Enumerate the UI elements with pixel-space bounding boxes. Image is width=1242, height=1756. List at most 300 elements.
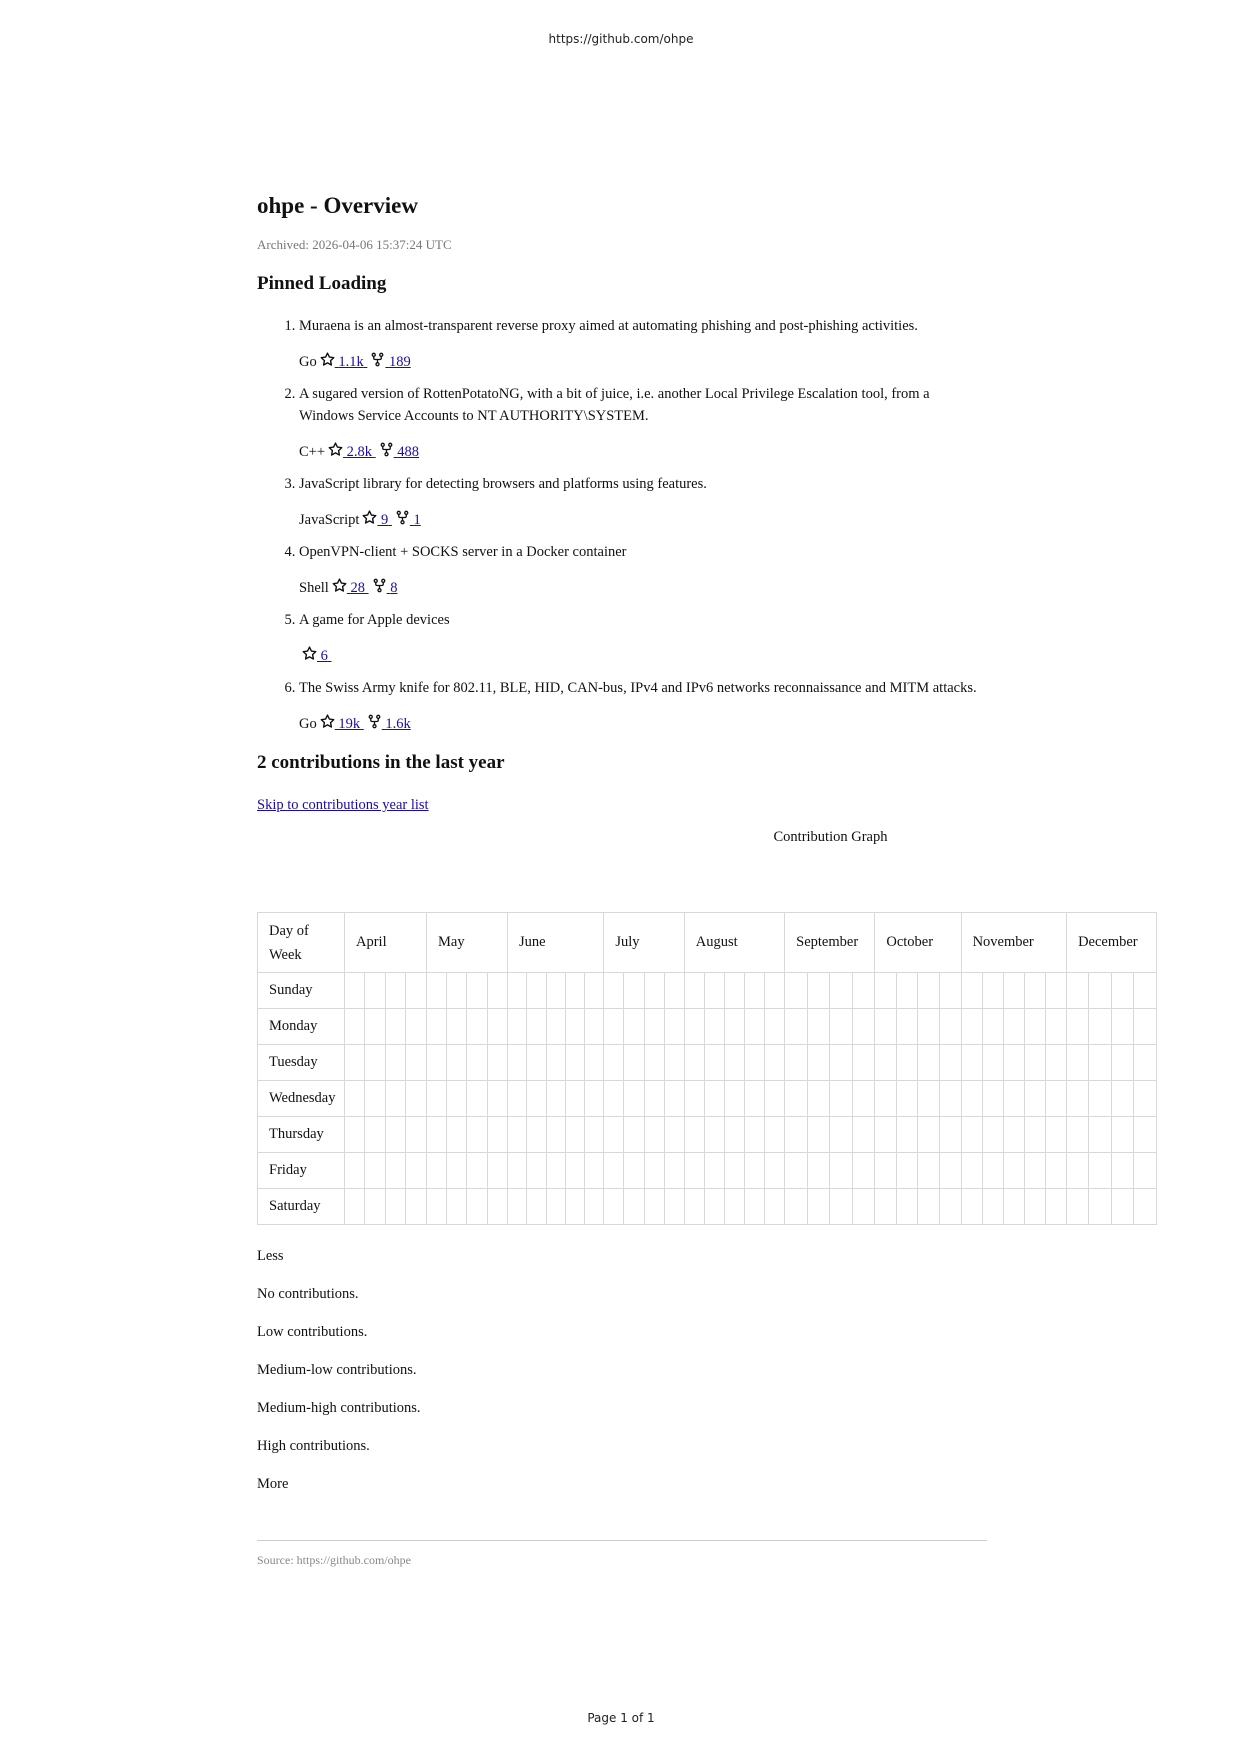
contribution-day-cell: [664, 1189, 684, 1225]
contribution-day-cell: [546, 1045, 565, 1081]
page-url-header: https://github.com/ohpe: [548, 32, 694, 46]
day-label: Saturday: [258, 1189, 345, 1225]
contribution-day-cell: [664, 1081, 684, 1117]
contribution-day-cell: [940, 1189, 962, 1225]
contribution-day-cell: [585, 1009, 604, 1045]
contribution-day-cell: [982, 1153, 1003, 1189]
contribution-day-cell: [807, 973, 830, 1009]
contribution-day-cell: [527, 1081, 546, 1117]
contribution-day-cell: [1067, 1045, 1089, 1081]
contribution-day-cell: [507, 1045, 526, 1081]
contribution-day-cell: [807, 1153, 830, 1189]
month-header: May: [427, 913, 508, 973]
contribution-day-cell: [447, 1117, 467, 1153]
pinned-repo-item: [299, 609, 987, 667]
contribution-day-cell: [507, 1153, 526, 1189]
contribution-day-cell: [507, 973, 526, 1009]
contribution-day-cell: [785, 1153, 808, 1189]
contribution-day-cell: [724, 1117, 744, 1153]
contribution-day-cell: [487, 1189, 507, 1225]
star-icon: [320, 352, 335, 367]
contribution-day-cell: [982, 1045, 1003, 1081]
contribution-day-cell: [684, 1045, 704, 1081]
contribution-day-cell: [807, 1117, 830, 1153]
contribution-day-cell: [744, 1189, 764, 1225]
contribution-day-cell: [565, 973, 584, 1009]
contribution-day-cell: [447, 1009, 467, 1045]
contribution-day-cell: [664, 973, 684, 1009]
day-row: [258, 1045, 1157, 1081]
contribution-day-cell: [565, 1153, 584, 1189]
legend-level: No contributions.: [257, 1286, 359, 1302]
contribution-day-cell: [785, 1045, 808, 1081]
contribution-day-cell: [1134, 1117, 1157, 1153]
contribution-day-cell: [918, 1117, 940, 1153]
contribution-day-cell: [1111, 1117, 1133, 1153]
contribution-day-cell: [918, 1009, 940, 1045]
contribution-day-cell: [585, 973, 604, 1009]
contribution-day-cell: [427, 1081, 447, 1117]
repo-stars-link[interactable]: [343, 444, 376, 460]
contribution-day-cell: [744, 1153, 764, 1189]
repo-forks-count: 1: [413, 512, 421, 528]
contribution-day-cell: [1067, 1117, 1089, 1153]
contribution-day-cell: [467, 1045, 487, 1081]
repo-stars-count: 9: [381, 512, 389, 528]
contribution-day-cell: [385, 1009, 406, 1045]
fork-icon: [372, 578, 387, 593]
contribution-day-cell: [624, 1117, 644, 1153]
contribution-day-cell: [427, 1189, 447, 1225]
contribution-day-cell: [385, 1189, 406, 1225]
contribution-graph-table: [257, 912, 1157, 1225]
contribution-day-cell: [1111, 1045, 1133, 1081]
pinned-repo-item: [299, 383, 987, 463]
day-row: [258, 973, 1157, 1009]
contribution-day-cell: [807, 1189, 830, 1225]
contribution-day-cell: [624, 1081, 644, 1117]
contribution-day-cell: [724, 973, 744, 1009]
contribution-day-cell: [807, 1009, 830, 1045]
contribution-day-cell: [1045, 1153, 1066, 1189]
day-label: Thursday: [258, 1117, 345, 1153]
contribution-day-cell: [1003, 1153, 1024, 1189]
contribution-day-cell: [684, 973, 704, 1009]
footer-divider: [257, 1540, 987, 1541]
contribution-day-cell: [744, 1081, 764, 1117]
pinned-heading: Pinned Loading: [257, 273, 387, 294]
star-icon: [302, 646, 317, 661]
contribution-day-cell: [1089, 973, 1111, 1009]
contribution-day-cell: [918, 1153, 940, 1189]
repo-language: JavaScript: [299, 512, 360, 528]
contribution-day-cell: [1067, 1153, 1089, 1189]
contribution-day-cell: [940, 973, 962, 1009]
contribution-day-cell: [1045, 1081, 1066, 1117]
contribution-day-cell: [1089, 1081, 1111, 1117]
star-icon: [332, 578, 347, 593]
contribution-day-cell: [940, 1045, 962, 1081]
contribution-day-cell: [427, 1009, 447, 1045]
contribution-day-cell: [1134, 973, 1157, 1009]
contribution-day-cell: [1003, 1081, 1024, 1117]
repo-language: Go: [299, 716, 317, 732]
contribution-day-cell: [585, 1045, 604, 1081]
legend-level: Medium-low contributions.: [257, 1362, 417, 1378]
legend-level: Medium-high contributions.: [257, 1400, 421, 1416]
repo-forks-link[interactable]: [410, 512, 421, 528]
repo-stars-count: 1.1k: [338, 354, 364, 370]
page-number: Page 1 of 1: [587, 1711, 655, 1725]
repo-stars-count: 6: [320, 648, 328, 664]
contribution-day-cell: [1045, 1045, 1066, 1081]
contribution-day-cell: [427, 973, 447, 1009]
contribution-day-cell: [365, 973, 386, 1009]
contribution-day-cell: [852, 1117, 875, 1153]
day-label: Sunday: [258, 973, 345, 1009]
contribution-day-cell: [724, 1045, 744, 1081]
contribution-day-cell: [875, 1081, 897, 1117]
source-line: Source: https://github.com/ohpe: [257, 1553, 411, 1567]
contribution-day-cell: [1024, 1189, 1045, 1225]
contribution-day-cell: [585, 1117, 604, 1153]
contribution-day-cell: [487, 973, 507, 1009]
month-header: September: [785, 913, 875, 973]
main-content: [257, 190, 987, 846]
contribution-day-cell: [875, 1117, 897, 1153]
contribution-day-cell: [982, 973, 1003, 1009]
contribution-day-cell: [830, 1153, 853, 1189]
contribution-day-cell: [875, 1153, 897, 1189]
contribution-day-cell: [684, 1009, 704, 1045]
contribution-day-cell: [344, 1045, 365, 1081]
contribution-day-cell: [644, 973, 664, 1009]
contribution-day-cell: [467, 973, 487, 1009]
repo-stars-count: 28: [350, 580, 365, 596]
contribution-day-cell: [527, 1153, 546, 1189]
contribution-day-cell: [765, 1117, 785, 1153]
contribution-day-cell: [918, 973, 940, 1009]
contribution-day-cell: [344, 973, 365, 1009]
star-icon: [328, 442, 343, 457]
repo-language: Shell: [299, 580, 329, 596]
contribution-day-cell: [982, 1081, 1003, 1117]
contribution-day-cell: [624, 1153, 644, 1189]
day-label: Friday: [258, 1153, 345, 1189]
contribution-day-cell: [765, 1081, 785, 1117]
contribution-day-cell: [344, 1189, 365, 1225]
contribution-day-cell: [1045, 1189, 1066, 1225]
contribution-day-cell: [467, 1189, 487, 1225]
contribution-day-cell: [830, 1189, 853, 1225]
contribution-day-cell: [365, 1189, 386, 1225]
contribution-day-cell: [624, 973, 644, 1009]
contribution-day-cell: [546, 1153, 565, 1189]
contribution-day-cell: [875, 1189, 897, 1225]
contribution-day-cell: [487, 1153, 507, 1189]
month-header: November: [961, 913, 1067, 973]
pinned-repo-item: [299, 315, 987, 373]
contribution-day-cell: [447, 1081, 467, 1117]
contribution-day-cell: [807, 1045, 830, 1081]
fork-icon: [379, 442, 394, 457]
contribution-day-cell: [406, 1045, 427, 1081]
contribution-day-cell: [684, 1189, 704, 1225]
legend-level: Low contributions.: [257, 1324, 368, 1340]
repo-description: 5. A game for Apple devices: [299, 612, 450, 628]
contribution-day-cell: [982, 1117, 1003, 1153]
repo-stars-link[interactable]: [335, 716, 364, 732]
contribution-day-cell: [1045, 973, 1066, 1009]
contribution-day-cell: [785, 1189, 808, 1225]
contribution-day-cell: [385, 1081, 406, 1117]
contribution-day-cell: [644, 1189, 664, 1225]
contribution-day-cell: [487, 1117, 507, 1153]
contribution-day-cell: [644, 1081, 664, 1117]
contribution-day-cell: [896, 1153, 918, 1189]
contribution-day-cell: [940, 1081, 962, 1117]
contribution-day-cell: [1045, 1117, 1066, 1153]
legend-less: Less: [257, 1248, 284, 1264]
month-header: June: [507, 913, 603, 973]
contribution-day-cell: [807, 1081, 830, 1117]
contribution-day-cell: [1003, 1117, 1024, 1153]
contribution-day-cell: [406, 1081, 427, 1117]
star-icon: [362, 510, 377, 525]
pinned-repo-list: [257, 315, 987, 735]
day-label: Wednesday: [258, 1081, 345, 1117]
repo-description: 2. A sugared version of RottenPotatoNG, with a bit of juice, i.e. another Local Privilege Escalation tool, from a Windows Service Accounts to NT AUTHORITY\SYSTEM.: [299, 386, 930, 424]
contribution-day-cell: [664, 1153, 684, 1189]
contribution-day-cell: [365, 1153, 386, 1189]
contribution-day-cell: [447, 1189, 467, 1225]
contribution-day-cell: [624, 1009, 644, 1045]
pinned-repo-item: [299, 677, 987, 735]
contribution-day-cell: [565, 1045, 584, 1081]
repo-forks-link[interactable]: [387, 580, 398, 596]
contribution-day-cell: [896, 1009, 918, 1045]
contribution-day-cell: [385, 1153, 406, 1189]
contribution-day-cell: [604, 1045, 624, 1081]
fork-icon: [367, 714, 382, 729]
contribution-day-cell: [585, 1081, 604, 1117]
contribution-day-cell: [704, 1117, 724, 1153]
contribution-day-cell: [546, 1081, 565, 1117]
day-label: Tuesday: [258, 1045, 345, 1081]
contribution-day-cell: [1134, 1081, 1157, 1117]
contribution-day-cell: [644, 1153, 664, 1189]
skip-to-year-list-link[interactable]: Skip to contributions year list: [257, 797, 429, 813]
contribution-day-cell: [406, 1117, 427, 1153]
repo-stars-count: 19k: [338, 716, 361, 732]
contribution-day-cell: [852, 1009, 875, 1045]
contribution-day-cell: [704, 1081, 724, 1117]
contribution-day-cell: [344, 1117, 365, 1153]
contribution-day-cell: [487, 1081, 507, 1117]
day-row: [258, 1117, 1157, 1153]
contribution-day-cell: [365, 1117, 386, 1153]
pinned-repo-item: [299, 541, 987, 599]
contribution-day-cell: [852, 1153, 875, 1189]
contribution-day-cell: [875, 1009, 897, 1045]
contribution-day-cell: [585, 1153, 604, 1189]
repo-forks-link[interactable]: [382, 716, 411, 732]
contribution-day-cell: [1089, 1153, 1111, 1189]
contribution-day-cell: [961, 1117, 982, 1153]
contribution-day-cell: [604, 1009, 624, 1045]
contribution-day-cell: [875, 973, 897, 1009]
contribution-day-cell: [507, 1189, 526, 1225]
contribution-day-cell: [1089, 1117, 1111, 1153]
contribution-day-cell: [1089, 1009, 1111, 1045]
contribution-day-cell: [507, 1081, 526, 1117]
contribution-day-cell: [1003, 1045, 1024, 1081]
legend-more: More: [257, 1476, 289, 1492]
contribution-day-cell: [427, 1153, 447, 1189]
contribution-day-cell: [467, 1009, 487, 1045]
contribution-day-cell: [447, 973, 467, 1009]
contribution-day-cell: [852, 973, 875, 1009]
day-row: [258, 1153, 1157, 1189]
repo-meta: [299, 509, 987, 531]
contribution-day-cell: [961, 1189, 982, 1225]
contribution-day-cell: [684, 1117, 704, 1153]
contribution-day-cell: [385, 973, 406, 1009]
contribution-day-cell: [918, 1045, 940, 1081]
repo-stars-link[interactable]: [335, 354, 368, 370]
repo-forks-count: 1.6k: [385, 716, 411, 732]
contribution-day-cell: [852, 1081, 875, 1117]
contribution-day-cell: [1024, 1117, 1045, 1153]
repo-forks-link[interactable]: [385, 354, 410, 370]
repo-description: 1. Muraena is an almost-transparent reverse proxy aimed at automating phishing and post-phishing activities.: [299, 318, 918, 334]
repo-forks-link[interactable]: [394, 444, 419, 460]
contribution-day-cell: [644, 1117, 664, 1153]
contribution-day-cell: [961, 1153, 982, 1189]
contribution-day-cell: [427, 1045, 447, 1081]
contribution-day-cell: [1089, 1045, 1111, 1081]
contribution-graph-caption: Contribution Graph: [773, 829, 888, 845]
contribution-day-cell: [604, 1081, 624, 1117]
contribution-legend: [257, 1246, 421, 1512]
contribution-day-cell: [1024, 1153, 1045, 1189]
archived-timestamp: Archived: 2026-04-06 15:37:24 UTC: [257, 237, 452, 252]
contribution-day-cell: [365, 1009, 386, 1045]
contribution-day-cell: [1024, 1045, 1045, 1081]
contribution-day-cell: [724, 1009, 744, 1045]
contribution-day-cell: [785, 1117, 808, 1153]
repo-stars-count: 2.8k: [346, 444, 373, 460]
contribution-day-cell: [724, 1153, 744, 1189]
contribution-day-cell: [704, 973, 724, 1009]
repo-description: 4. OpenVPN-client + SOCKS server in a Docker container: [299, 544, 627, 560]
repo-stars-link[interactable]: [347, 580, 369, 596]
contribution-day-cell: [1003, 973, 1024, 1009]
contribution-day-cell: [664, 1117, 684, 1153]
contribution-day-cell: [565, 1117, 584, 1153]
repo-stars-link[interactable]: [377, 512, 392, 528]
month-header: August: [684, 913, 784, 973]
contribution-day-cell: [467, 1081, 487, 1117]
contribution-day-cell: [664, 1009, 684, 1045]
contribution-day-cell: [546, 1009, 565, 1045]
repo-meta: [299, 441, 987, 463]
contribution-day-cell: [896, 973, 918, 1009]
contribution-day-cell: [447, 1153, 467, 1189]
contribution-day-cell: [1134, 1189, 1157, 1225]
contribution-day-cell: [624, 1189, 644, 1225]
contribution-day-cell: [365, 1045, 386, 1081]
contribution-day-cell: [1003, 1009, 1024, 1045]
contribution-day-cell: [852, 1189, 875, 1225]
contribution-day-cell: [1067, 973, 1089, 1009]
contribution-day-cell: [565, 1009, 584, 1045]
contribution-day-cell: [527, 1045, 546, 1081]
contribution-day-cell: [527, 1009, 546, 1045]
repo-meta: [299, 645, 987, 667]
contribution-day-cell: [896, 1081, 918, 1117]
contribution-day-cell: [1003, 1189, 1024, 1225]
contribution-day-cell: [527, 1117, 546, 1153]
contribution-day-cell: [1111, 1189, 1133, 1225]
contribution-day-cell: [744, 1117, 764, 1153]
contribution-day-cell: [852, 1045, 875, 1081]
contribution-day-cell: [406, 973, 427, 1009]
repo-language: C++: [299, 444, 326, 460]
contribution-day-cell: [385, 1117, 406, 1153]
contribution-day-cell: [1134, 1045, 1157, 1081]
contribution-day-cell: [624, 1045, 644, 1081]
contribution-day-cell: [684, 1081, 704, 1117]
contribution-day-cell: [704, 1009, 724, 1045]
contribution-day-cell: [684, 1153, 704, 1189]
repo-stars-link[interactable]: [317, 648, 332, 664]
day-of-week-header: Day of Week: [258, 913, 345, 973]
contribution-day-cell: [830, 973, 853, 1009]
contribution-day-cell: [385, 1045, 406, 1081]
contribution-day-cell: [765, 973, 785, 1009]
contribution-day-cell: [765, 1153, 785, 1189]
day-row: [258, 1009, 1157, 1045]
contribution-day-cell: [565, 1081, 584, 1117]
contribution-day-cell: [765, 1189, 785, 1225]
contribution-day-cell: [830, 1117, 853, 1153]
contribution-day-cell: [344, 1009, 365, 1045]
contribution-day-cell: [875, 1045, 897, 1081]
page-title: ohpe - Overview: [257, 193, 418, 218]
contribution-day-cell: [467, 1117, 487, 1153]
contribution-day-cell: [896, 1117, 918, 1153]
contribution-day-cell: [940, 1153, 962, 1189]
contribution-day-cell: [961, 1009, 982, 1045]
contribution-day-cell: [961, 1045, 982, 1081]
contribution-day-cell: [785, 1009, 808, 1045]
contribution-day-cell: [724, 1081, 744, 1117]
contribution-day-cell: [406, 1009, 427, 1045]
contribution-graph-container: [257, 912, 1157, 1234]
contribution-day-cell: [982, 1009, 1003, 1045]
contribution-day-cell: [1111, 973, 1133, 1009]
legend-level: High contributions.: [257, 1438, 370, 1454]
contribution-day-cell: [830, 1045, 853, 1081]
contribution-day-cell: [406, 1189, 427, 1225]
contribution-day-cell: [785, 1081, 808, 1117]
fork-icon: [370, 352, 385, 367]
contribution-day-cell: [507, 1117, 526, 1153]
contribution-day-cell: [664, 1045, 684, 1081]
day-row: [258, 1189, 1157, 1225]
contribution-day-cell: [604, 1153, 624, 1189]
